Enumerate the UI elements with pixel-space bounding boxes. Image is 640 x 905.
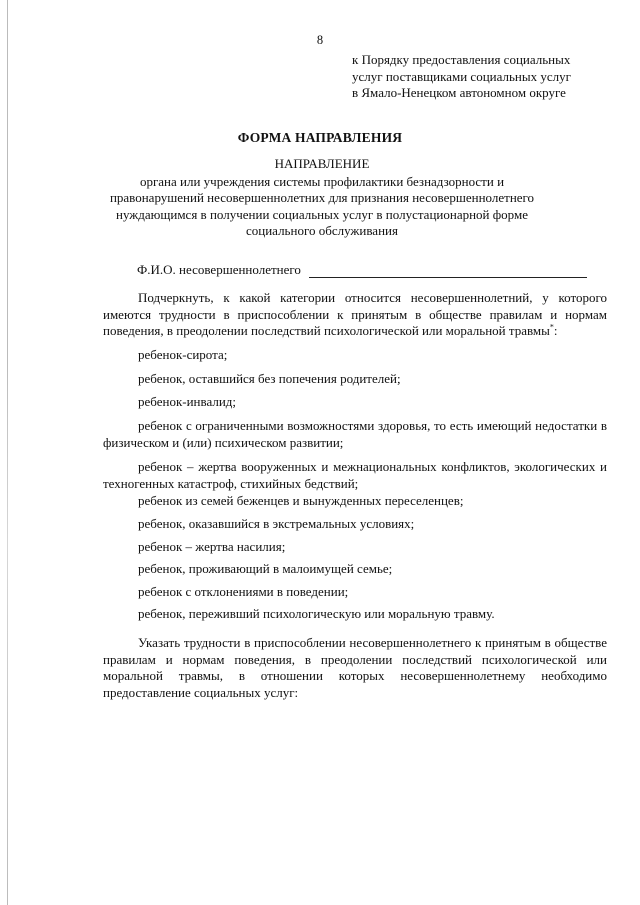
fio-input-line[interactable] bbox=[309, 265, 587, 278]
description-line: социального обслуживания bbox=[246, 223, 398, 238]
category-item[interactable]: ребенок, переживший психологическую или моральную травму. bbox=[138, 606, 495, 621]
description-line: правонарушений несовершеннолетних для признания несовершеннолетнего bbox=[109, 190, 535, 205]
appendix-line: в Ямало-Ненецком автономном округе bbox=[352, 85, 566, 100]
category-item[interactable]: ребенок с отклонениями в поведении; bbox=[138, 584, 349, 599]
category-item[interactable]: ребенок-сирота; bbox=[138, 347, 228, 362]
appendix-line: услуг поставщиками социальных услуг bbox=[352, 68, 571, 84]
description-line: органа или учреждения системы профилактики безнадзорности и bbox=[139, 173, 505, 189]
category-item[interactable]: ребенок, оставшийся без попечения родителей; bbox=[138, 371, 401, 386]
footnote-mark: * bbox=[549, 322, 554, 332]
category-item[interactable]: ребенок – жертва вооруженных и межнациональных конфликтов, экологических и техногенных катастроф, стихийных бедствий; bbox=[103, 459, 607, 491]
description-line: нуждающимся в получении социальных услуг в полустационарной форме bbox=[116, 206, 528, 222]
fio-field bbox=[137, 262, 607, 278]
fio-label: Ф.И.О. несовершеннолетнего bbox=[137, 262, 301, 277]
final-instruction: Указать трудности в приспособлении несовершеннолетнего к принятым в обществе правилам и нормам поведения, в преодолении последствий психологической или моральной травмы, в отношении которых несовершеннолетнему необходимо предоставление социальных услуг: bbox=[103, 635, 607, 700]
appendix-line: к Порядку предоставления социальных bbox=[352, 52, 571, 67]
category-item[interactable]: ребенок с ограниченными возможностями здоровья, то есть имеющий недостатки в физическом и (или) психическом развитии; bbox=[103, 418, 607, 450]
heading-block bbox=[92, 156, 552, 240]
category-item[interactable]: ребенок, оказавшийся в экстремальных условиях; bbox=[138, 516, 415, 531]
document-subtitle: НАПРАВЛЕНИЕ bbox=[274, 156, 370, 171]
page-number: 8 bbox=[316, 33, 324, 47]
category-item[interactable]: ребенок – жертва насилия; bbox=[138, 539, 286, 554]
form-title: ФОРМА НАПРАВЛЕНИЯ bbox=[237, 130, 403, 145]
instruction-paragraph bbox=[103, 290, 607, 340]
appendix-reference bbox=[352, 52, 571, 102]
category-item[interactable]: ребенок, проживающий в малоимущей семье; bbox=[138, 561, 393, 576]
category-item[interactable]: ребенок-инвалид; bbox=[138, 394, 237, 409]
instruction-text: Подчеркнуть, к какой категории относится несовершеннолетний, у которого имеются трудности в приспособлении к принятым в обществе правилам и нормам поведения, в преодолении последствий психологической или моральной травмы bbox=[103, 290, 607, 338]
instruction-colon: : bbox=[553, 323, 558, 338]
category-item[interactable]: ребенок из семей беженцев и вынужденных переселенцев; bbox=[138, 493, 464, 508]
